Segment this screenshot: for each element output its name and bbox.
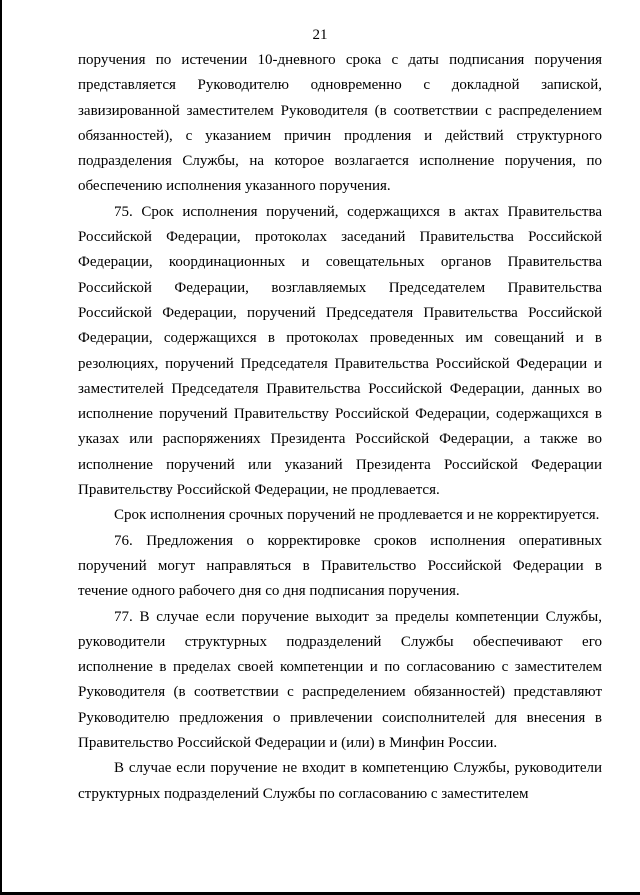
page-number: 21 <box>312 27 328 43</box>
paragraph-competence: В случае если поручение не входит в компетенцию Службы, руководители структурных подразделений Службы по согласованию с заместителем <box>78 760 602 802</box>
paragraph-76: 76. Предложения о корректировке сроков исполнения оперативных поручений могут направляться в Правительство Российской Федерации в течение одного рабочего дня со дня подписания поручения. <box>78 532 602 600</box>
paragraph-77: 77. В случае если поручение выходит за пределы компетенции Службы, руководители структурных подразделений Службы обеспечивают его исполнение в пределах своей компетенции и по согласованию с заместителем Руководителя (в соответствии с распределением обязанностей) представляют Руководителю предложения о привлечении соисполнителей для внесения в Правительство Российской Федерации и (или) в Минфин России. <box>78 608 602 752</box>
paragraph-urgent-terms: Срок исполнения срочных поручений не продлевается и не корректируется. <box>114 507 600 524</box>
document-body <box>78 48 602 807</box>
paragraph-continuation: поручения по истечении 10-дневного срока с даты подписания поручения представляется Руководителю одновременно с докладной запиской, завизированной заместителем Руководителя (в соответствии с распределением обязанностей), с указанием причин продления и действий структурного подразделения Службы, на которое возлагается исполнение поручения, по обеспечению исполнения указанного поручения. <box>78 52 602 195</box>
scan-edge-left <box>0 0 2 895</box>
paragraph-75: 75. Срок исполнения поручений, содержащихся в актах Правительства Российской Федерации, протоколах заседаний Правительства Российской Федерации, координационных и совещательных органов Правительства Российской Федерации, возглавляемых Председателем Правительства Российской Федерации, поручений Председателя Правительства Российской Федерации, содержащихся в протоколах проведенных им совещаний и в резолюциях, поручений Председателя Правительства Российской Федерации и заместителей Председателя Правительства Российской Федерации, данных во исполнение поручений Правительству Российской Федерации, содержащихся в указах или распоряжениях Президента Российской Федерации, а также во исполнение поручений или указаний Президента Российской Федерации Правительству Российской Федерации, не продлевается. <box>78 203 602 499</box>
